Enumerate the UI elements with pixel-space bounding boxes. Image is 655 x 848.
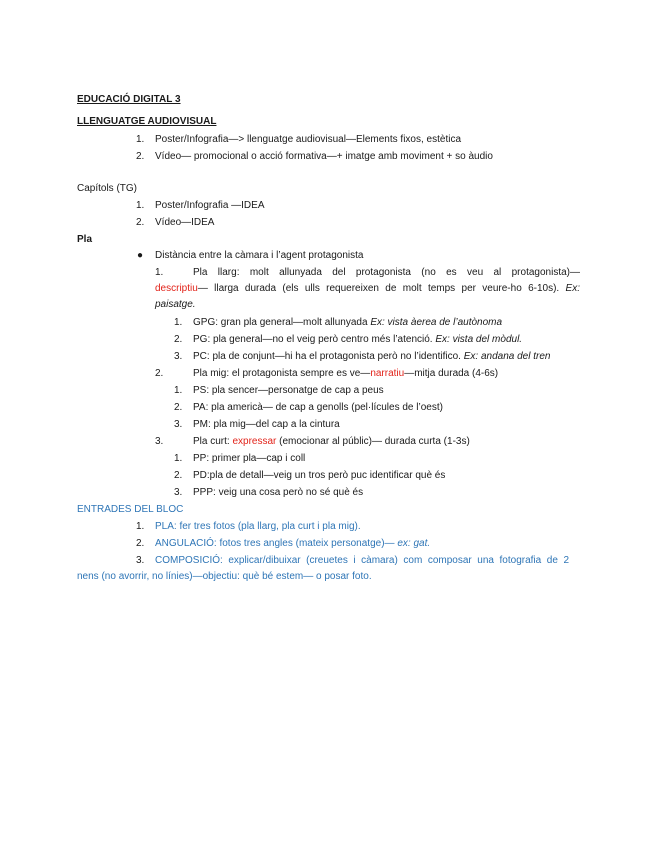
section-heading-entrades: ENTRADES DEL BLOC [77, 504, 184, 515]
list-item: PPP: veig una cosa però no sé què és [193, 487, 364, 498]
list-item: GPG: gran pla general—molt allunyada Ex: vista àerea de l’autònoma [193, 317, 503, 328]
list-number: 2. [136, 217, 145, 228]
list-number: 1. [136, 200, 145, 211]
list-item: Vídeo—IDEA [155, 217, 215, 228]
list-number: 1. [174, 317, 183, 328]
list-number: 1. [155, 267, 164, 278]
list-item-pla-llarg: Pla llarg: molt allunyada del protagonista (no es veu al protagonista)— [193, 267, 580, 278]
section-heading-pla: Pla [77, 234, 93, 245]
section-heading-llenguatge: LLENGUATGE AUDIOVISUAL [77, 116, 217, 127]
list-number: 1. [174, 453, 183, 464]
list-item: PG: pla general—no el veig però centro més l’atenció. Ex: vista del mòdul. [193, 334, 523, 345]
bullet-icon: ● [137, 250, 144, 261]
list-number: 1. [136, 521, 145, 532]
list-item: COMPOSICIÓ: explicar/dibuixar (creuetes i càmara) com composar una fotografia de 2 [155, 555, 569, 566]
list-item: PA: pla americà— de cap a genolls (pel·lícules de l’oest) [193, 402, 443, 413]
document-title: EDUCACIÓ DIGITAL 3 [77, 94, 181, 105]
keyword-red: narratiu [370, 368, 405, 379]
list-item-pla-mig: Pla mig: el protagonista sempre es ve—narratiu—mitja durada (4-6s) [193, 368, 499, 379]
list-item: PM: pla mig—del cap a la cintura [193, 419, 340, 430]
list-number: 1. [174, 385, 183, 396]
keyword-red: descriptiu [155, 283, 198, 294]
list-number: 2. [155, 368, 164, 379]
list-number: 2. [174, 402, 183, 413]
list-item: PD:pla de detall—veig un tros però puc identificar què és [193, 470, 446, 481]
section-heading-capitols: Capítols (TG) [77, 183, 138, 194]
list-number: 2. [136, 151, 145, 162]
list-number: 3. [155, 436, 164, 447]
example-label: Ex: [565, 283, 580, 294]
list-number: 2. [174, 334, 183, 345]
list-number: 3. [174, 351, 183, 362]
bullet-item: Distància entre la càmara i l’agent protagonista [155, 250, 364, 261]
list-number: 3. [174, 419, 183, 430]
list-number: 2. [174, 470, 183, 481]
keyword-red: expressar [232, 436, 277, 447]
list-item: PLA: fer tres fotos (pla llarg, pla curt i pla mig). [155, 521, 361, 532]
list-number: 2. [136, 538, 145, 549]
list-item: ANGULACIÓ: fotos tres angles (mateix personatge)— ex: gat. [155, 538, 431, 549]
list-item-pla-curt: Pla curt: expressar (emocionar al públic)— durada curta (1-3s) [193, 436, 470, 447]
list-item: PS: pla sencer—personatge de cap a peus [193, 385, 384, 396]
list-item: PC: pla de conjunt—hi ha el protagonista però no l’identifico. Ex: andana del tren [193, 351, 551, 362]
example-text: paisatge. [155, 299, 196, 310]
list-number: 1. [136, 134, 145, 145]
list-item: PP: primer pla—cap i coll [193, 453, 306, 464]
list-item-cont: nens (no avorrir, no línies)—objectiu: què bé estem— o posar foto. [77, 571, 372, 582]
list-number: 3. [174, 487, 183, 498]
list-item: Poster/Infografia—> llenguatge audiovisual—Elements fixos, estètica [155, 134, 462, 145]
list-item-pla-llarg-cont: descriptiu— llarga durada (els ulls requereixen de molt temps per veure-ho 6-10s). Ex: [155, 283, 580, 294]
list-item: Poster/Infografia —IDEA [155, 200, 265, 211]
list-item: Vídeo— promocional o acció formativa—+ imatge amb moviment + so àudio [155, 151, 493, 162]
list-number: 3. [136, 555, 145, 566]
